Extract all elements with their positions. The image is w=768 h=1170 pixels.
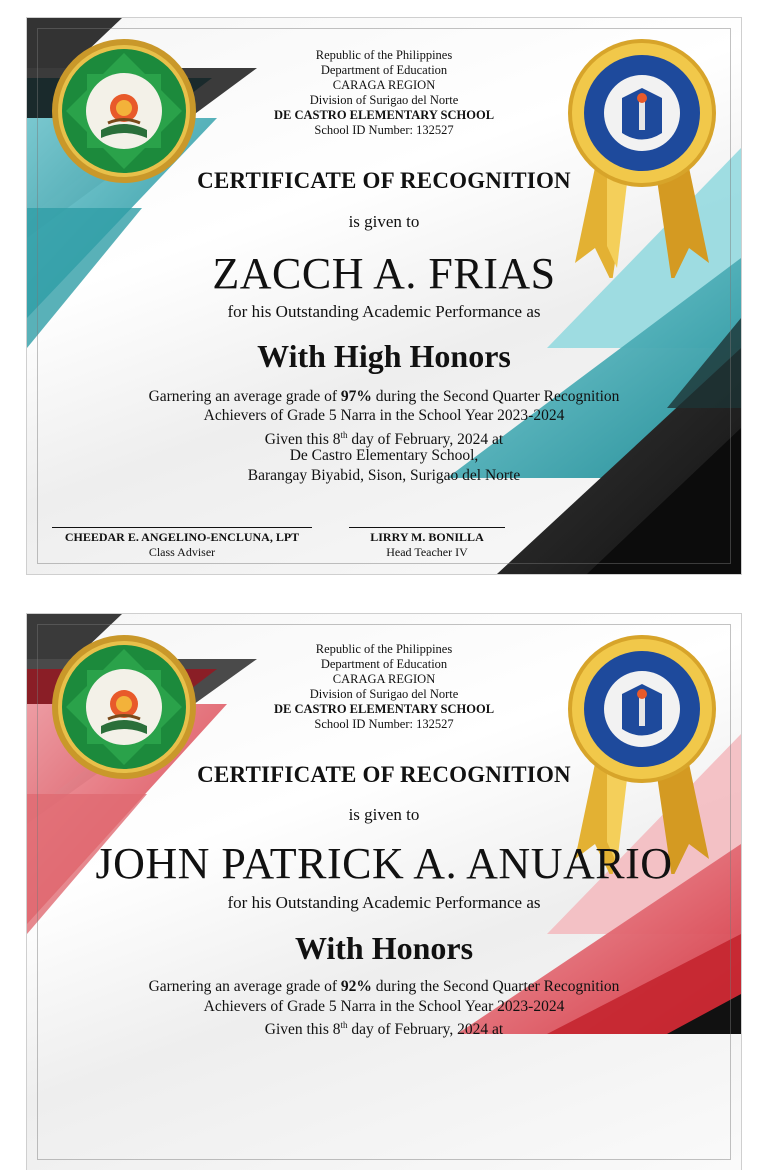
- given-suffix: day of February, 2024 at: [347, 431, 504, 449]
- header-school-id: School ID Number: 132527: [314, 123, 454, 137]
- average-prefix: Garnering an average grade of: [148, 388, 341, 405]
- achievers-line: Achievers of Grade 5 Narra in the School Year 2023-2024: [203, 407, 565, 424]
- average-line: [27, 977, 741, 997]
- certificate-title: CERTIFICATE OF RECOGNITION: [197, 762, 571, 787]
- header-region: CARAGA REGION: [332, 672, 436, 686]
- header-division: Division of Surigao del Norte: [309, 687, 459, 701]
- header-department: Department of Education: [320, 657, 448, 671]
- given-prefix: Given this 8: [264, 431, 341, 449]
- given-date-line: [27, 1016, 741, 1040]
- average-prefix: Garnering an average grade of: [148, 978, 341, 995]
- header-school: DE CASTRO ELEMENTARY SCHOOL: [273, 108, 495, 122]
- signatory-head-teacher: [347, 527, 507, 560]
- recipient-name: JOHN PATRICK A. ANUARIO: [95, 839, 673, 888]
- location-line-1: De Castro Elementary School,: [289, 447, 479, 464]
- given-suffix: day of February, 2024 at: [347, 1021, 504, 1039]
- given-sup: th: [340, 1020, 348, 1030]
- signature-line: [52, 527, 312, 528]
- header-republic: Republic of the Philippines: [315, 642, 453, 656]
- given-to-text: is given to: [348, 212, 420, 231]
- certificate-card: [27, 614, 741, 1170]
- signature-line: [349, 527, 505, 528]
- honor-title: With Honors: [294, 930, 474, 966]
- given-prefix: Given this 8: [264, 1021, 341, 1039]
- certificate-title: CERTIFICATE OF RECOGNITION: [197, 168, 571, 193]
- recipient-name: ZACCH A. FRIAS: [212, 249, 556, 298]
- average-grade: 92%: [340, 978, 372, 995]
- average-grade: 97%: [340, 388, 372, 405]
- for-text: for his Outstanding Academic Performance as: [227, 302, 541, 321]
- average-suffix: during the Second Quarter Recognition: [371, 978, 620, 995]
- average-suffix: during the Second Quarter Recognition: [371, 388, 620, 405]
- signatory-role: Head Teacher IV: [386, 545, 468, 559]
- header-school-id: School ID Number: 132527: [314, 717, 454, 731]
- location-line-2: Barangay Biyabid, Sison, Surigao del Norte: [247, 467, 521, 484]
- deped-seal-icon: [567, 38, 717, 278]
- signatory-role: Class Adviser: [148, 545, 216, 559]
- signatory-name: CHEEDAR E. ANGELINO-ENCLUNA, LPT: [64, 530, 300, 544]
- certificate-card: [27, 18, 741, 574]
- header-division: Division of Surigao del Norte: [309, 93, 459, 107]
- header-region: CARAGA REGION: [332, 78, 436, 92]
- average-line: [27, 387, 741, 407]
- header-school: DE CASTRO ELEMENTARY SCHOOL: [273, 702, 495, 716]
- achievers-line: Achievers of Grade 5 Narra in the School Year 2023-2024: [203, 998, 565, 1015]
- for-text: for his Outstanding Academic Performance as: [227, 893, 541, 912]
- header-republic: Republic of the Philippines: [315, 48, 453, 62]
- honor-title: With High Honors: [257, 338, 511, 374]
- signatory-adviser: [47, 527, 317, 560]
- given-sup: th: [340, 430, 348, 440]
- given-to-text: is given to: [348, 805, 420, 824]
- header-department: Department of Education: [320, 63, 448, 77]
- signatory-name: LIRRY M. BONILLA: [370, 530, 484, 544]
